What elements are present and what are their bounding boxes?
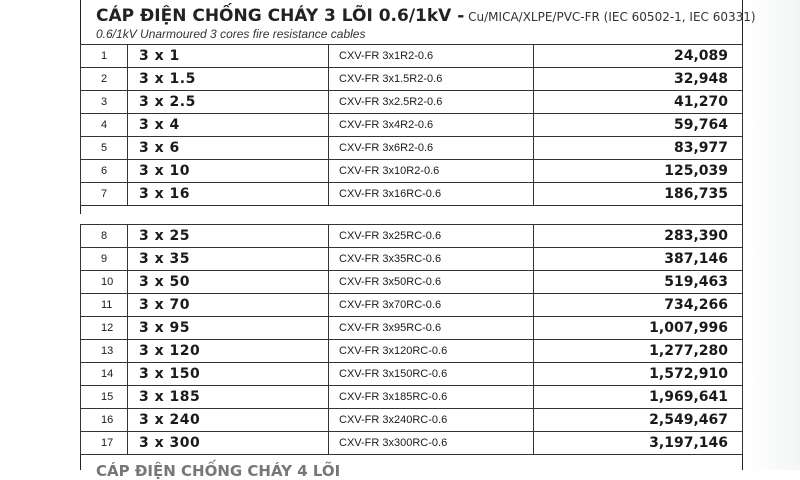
table-row — [81, 91, 743, 114]
product-code: CXV-FR 3x35RC-0.6 — [329, 248, 534, 271]
unit-price: 387,146 — [534, 248, 743, 271]
cable-size: 3 x 1.5 — [128, 68, 329, 91]
unit-price: 41,270 — [534, 91, 743, 114]
row-number: 14 — [81, 363, 128, 386]
cable-size: 3 x 300 — [128, 432, 329, 455]
scan-background-edge — [745, 0, 800, 470]
row-number: 3 — [81, 91, 128, 114]
product-code: CXV-FR 3x10R2-0.6 — [329, 160, 534, 183]
unit-price: 3,197,146 — [534, 432, 743, 455]
row-number: 6 — [81, 160, 128, 183]
table-row — [81, 340, 743, 363]
cable-size: 3 x 185 — [128, 386, 329, 409]
row-number: 12 — [81, 317, 128, 340]
product-code: CXV-FR 3x185RC-0.6 — [329, 386, 534, 409]
section-title — [96, 6, 756, 26]
cable-size: 3 x 2.5 — [128, 91, 329, 114]
table-row — [81, 409, 743, 432]
product-code: CXV-FR 3x6R2-0.6 — [329, 137, 534, 160]
product-code: CXV-FR 3x1R2-0.6 — [329, 45, 534, 68]
row-number: 10 — [81, 271, 128, 294]
cable-size: 3 x 25 — [128, 225, 329, 248]
row-number: 4 — [81, 114, 128, 137]
product-code: CXV-FR 3x25RC-0.6 — [329, 225, 534, 248]
unit-price: 125,039 — [534, 160, 743, 183]
table-row — [81, 160, 743, 183]
section-subtitle-english: 0.6/1kV Unarmoured 3 cores fire resistance cables — [96, 27, 366, 41]
row-number: 11 — [81, 294, 128, 317]
table-row — [81, 317, 743, 340]
row-number: 15 — [81, 386, 128, 409]
table-row — [81, 363, 743, 386]
product-code: CXV-FR 3x2.5R2-0.6 — [329, 91, 534, 114]
unit-price: 1,277,280 — [534, 340, 743, 363]
row-number: 7 — [81, 183, 128, 206]
table-row — [81, 294, 743, 317]
cable-size: 3 x 240 — [128, 409, 329, 432]
product-code: CXV-FR 3x70RC-0.6 — [329, 294, 534, 317]
product-code: CXV-FR 3x120RC-0.6 — [329, 340, 534, 363]
section-title-main: CÁP ĐIỆN CHỐNG CHÁY 3 LÕI 0.6/1kV - — [96, 6, 465, 26]
unit-price: 59,764 — [534, 114, 743, 137]
product-code: CXV-FR 3x50RC-0.6 — [329, 271, 534, 294]
cable-size: 3 x 150 — [128, 363, 329, 386]
cable-size: 3 x 35 — [128, 248, 329, 271]
unit-price: 24,089 — [534, 45, 743, 68]
product-code: CXV-FR 3x16RC-0.6 — [329, 183, 534, 206]
row-number: 2 — [81, 68, 128, 91]
cable-size: 3 x 70 — [128, 294, 329, 317]
product-code: CXV-FR 3x4R2-0.6 — [329, 114, 534, 137]
row-number: 1 — [81, 45, 128, 68]
product-code: CXV-FR 3x240RC-0.6 — [329, 409, 534, 432]
unit-price: 734,266 — [534, 294, 743, 317]
row-number: 9 — [81, 248, 128, 271]
cable-size: 3 x 16 — [128, 183, 329, 206]
table-row — [81, 68, 743, 91]
unit-price: 83,977 — [534, 137, 743, 160]
section-title-standards: Cu/MICA/XLPE/PVC-FR (IEC 60502-1, IEC 60331) — [464, 10, 756, 24]
product-code: CXV-FR 3x300RC-0.6 — [329, 432, 534, 455]
cable-size: 3 x 10 — [128, 160, 329, 183]
unit-price: 32,948 — [534, 68, 743, 91]
unit-price: 2,549,467 — [534, 409, 743, 432]
next-section-title-partial: CÁP ĐIỆN CHỐNG CHÁY 4 LÕI — [96, 462, 341, 480]
cable-size: 3 x 4 — [128, 114, 329, 137]
row-number: 13 — [81, 340, 128, 363]
price-table-part-1 — [80, 44, 743, 206]
row-number: 16 — [81, 409, 128, 432]
cable-size: 3 x 120 — [128, 340, 329, 363]
table-row — [81, 225, 743, 248]
unit-price: 1,969,641 — [534, 386, 743, 409]
table-row — [81, 45, 743, 68]
row-number: 5 — [81, 137, 128, 160]
unit-price: 186,735 — [534, 183, 743, 206]
table-row — [81, 114, 743, 137]
product-code: CXV-FR 3x1.5R2-0.6 — [329, 68, 534, 91]
product-code: CXV-FR 3x95RC-0.6 — [329, 317, 534, 340]
table-row — [81, 137, 743, 160]
table-row — [81, 183, 743, 206]
cable-size: 3 x 1 — [128, 45, 329, 68]
cable-size: 3 x 50 — [128, 271, 329, 294]
price-table-part-2 — [80, 224, 743, 455]
row-number: 8 — [81, 225, 128, 248]
row-number: 17 — [81, 432, 128, 455]
unit-price: 1,007,996 — [534, 317, 743, 340]
unit-price: 1,572,910 — [534, 363, 743, 386]
table-row — [81, 271, 743, 294]
table-row — [81, 248, 743, 271]
table-row — [81, 432, 743, 455]
unit-price: 283,390 — [534, 225, 743, 248]
cable-size: 3 x 95 — [128, 317, 329, 340]
cable-size: 3 x 6 — [128, 137, 329, 160]
product-code: CXV-FR 3x150RC-0.6 — [329, 363, 534, 386]
table-row — [81, 386, 743, 409]
unit-price: 519,463 — [534, 271, 743, 294]
page-break-gap — [80, 214, 742, 224]
